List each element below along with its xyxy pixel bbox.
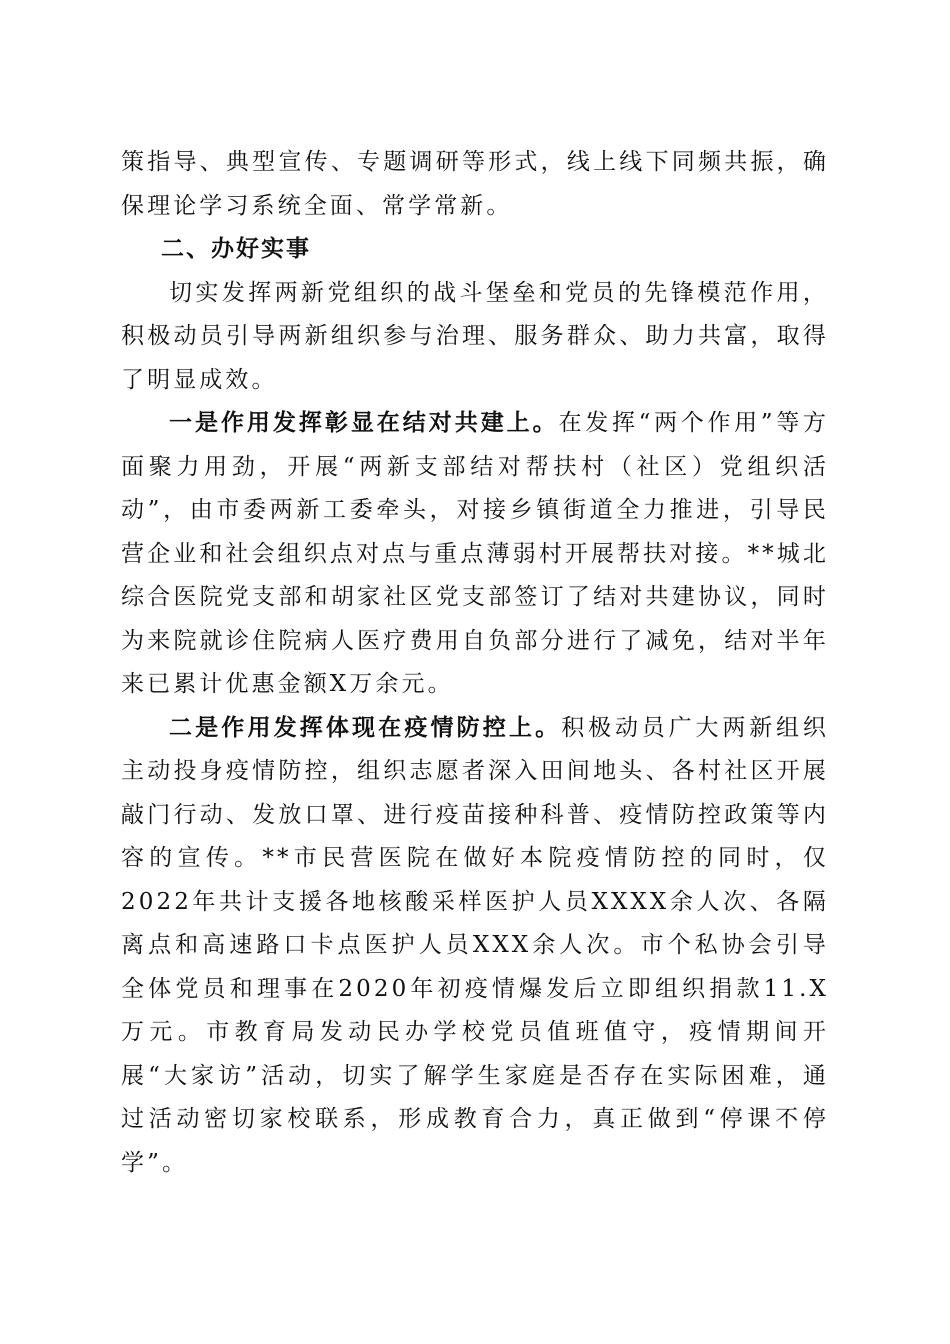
point-two-body: 积极动员广大两新组织主动投身疫情防控，组织志愿者深入田间地头、各村社区开展敲门行动、发放口罩、进行疫苗接种科普、疫情防控政策等内容的宣传。**市民营医院在做好本院疫情防控的同时，仅2022年共计支援各地核酸采样医护人员XXXX余人次、各隔离点和高速路口卡点医护人员XXX余人次。市个私协会引导全体党员和理事在2020年初疫情爆发后立即组织捐款11.X万元。市教育局发动民办学校党员值班值守，疫情期间开展“大家访”活动，切实了解学生家庭是否存在实际困难，通过活动密切家校联系，形成教育合力，真正做到“停课不停学”。 (121, 714, 829, 1176)
continued-paragraph: 策指导、典型宣传、专题调研等形式，线上线下同频共振，确保理论学习系统全面、常学常新。 (121, 149, 829, 219)
section-heading: 二、办好实事 (161, 236, 311, 262)
point-two-paragraph (121, 707, 829, 1186)
section-intro-paragraph: 切实发挥两新党组织的战斗堡垒和党员的先锋模范作用，积极动员引导两新组织参与治理、服务群众、助力共富，取得了明显成效。 (121, 279, 829, 393)
document-body (121, 141, 829, 1185)
point-two-lead: 二是作用发挥体现在疫情防控上。 (169, 714, 562, 741)
point-one-body: 在发挥“两个作用”等方面聚力用劲，开展“两新支部结对帮扶村（社区）党组织活动”，由市委两新工委牵头，对接乡镇街道全力推进，引导民营企业和社会组织点对点与重点薄弱村开展帮扶对接。**城北综合医院党支部和胡家社区党支部签订了结对共建协议，同时为来院就诊住院病人医疗费用自负部分进行了减免，结对半年来已累计优惠金额X万余元。 (121, 410, 829, 697)
point-one-lead: 一是作用发挥彰显在结对共建上。 (169, 410, 559, 436)
point-one-paragraph (121, 402, 829, 707)
